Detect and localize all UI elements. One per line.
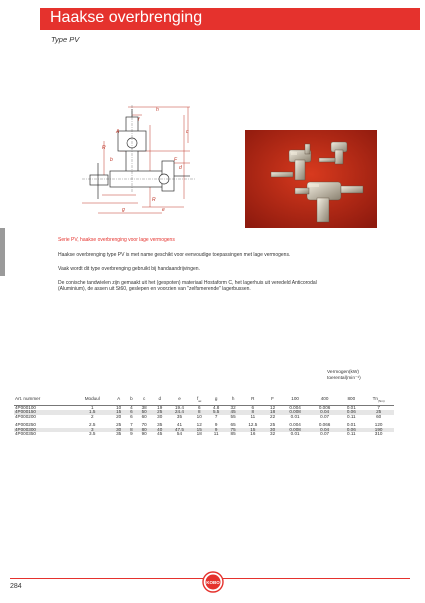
col-header: 100 [280, 395, 309, 405]
col-header: d [152, 395, 168, 405]
table-cell: 41 [176, 422, 183, 428]
table-cell: 0.008 [280, 428, 309, 433]
table-cell: 9 [130, 431, 133, 437]
table-cell: 0.004 [289, 404, 301, 410]
logo-text: KOBO [206, 579, 220, 585]
table-cell: 30 [265, 428, 281, 433]
table-cell: 4.8 [212, 404, 220, 410]
col-header: c [136, 395, 152, 405]
table-cell: 70 [141, 422, 147, 428]
spec-table [14, 395, 394, 437]
table-cell: 5.5 [207, 410, 225, 415]
tn-letter: Tn [372, 395, 378, 401]
table-cell: 15 [191, 428, 207, 433]
label-b: b [110, 157, 113, 163]
table-cell: 32 [230, 404, 236, 410]
page-subtitle: Type PV [51, 35, 80, 44]
power-label: Vermogen(kW) [327, 370, 359, 375]
label-A: A [116, 129, 120, 135]
col-header: A [111, 395, 127, 405]
table-cell: 85 [230, 431, 236, 437]
table-cell: 10 [116, 404, 122, 410]
label-h: h [156, 107, 159, 113]
table-cell: 4P000100 [15, 404, 36, 410]
table-cell: 35 [116, 431, 122, 437]
table-cell: 0.01 [290, 413, 300, 419]
label-d: d [179, 165, 182, 171]
table-cell: 2.5 [89, 422, 96, 428]
table-cell: 7 [377, 404, 380, 410]
col-header: b [126, 395, 136, 405]
table-cell: 9 [207, 428, 225, 433]
speed-label: toerental(min⁻¹) [327, 376, 361, 381]
label-R-top: R [102, 145, 106, 151]
table-cell: 18 [196, 431, 202, 437]
table-cell: 15 [241, 428, 265, 433]
table-cell: 60 [141, 413, 147, 419]
table-cell: 6 [251, 404, 255, 410]
table-cell: 11 [250, 413, 256, 419]
table-cell: 12 [270, 404, 276, 410]
table-cell: 0.01 [346, 404, 356, 410]
label-e: e [162, 207, 165, 213]
col-header: F [265, 395, 281, 405]
col-header: Art. nummer [14, 395, 74, 405]
table-cell: 4P000250 [15, 422, 36, 428]
table-cell: 9 [214, 422, 218, 428]
label-c: c [186, 129, 189, 135]
table-cell: 45 [157, 431, 163, 437]
table-cell: 4P000150 [14, 410, 74, 415]
table-cell: 1.5 [74, 410, 111, 415]
table-cell: 0.01 [290, 431, 300, 437]
table-cell: 6 [197, 404, 201, 410]
table-cell: 19 [157, 404, 163, 410]
table-cell: 12 [196, 422, 202, 428]
table-cell: 0.066 [318, 422, 331, 428]
table-cell: 1 [90, 404, 94, 410]
kobo-logo [202, 571, 224, 593]
f-letter: f [196, 395, 199, 401]
table-cell: 20 [116, 413, 122, 419]
table-cell: 10 [196, 413, 202, 419]
col-header: 400 [310, 395, 339, 405]
table-cell: 19.4 [175, 404, 184, 410]
table-cell: 0.06 [339, 410, 363, 415]
label-g: g [122, 207, 125, 213]
table-cell: 50 [136, 410, 152, 415]
table-cell: 25 [270, 422, 276, 428]
description-paragraph-1: Haakse overbrenging type PV is met name geschikt voor eenvoudige toepassingen met lage vermogens. [58, 252, 291, 258]
table-cell: 25 [363, 410, 394, 415]
table-cell: 15 [111, 410, 127, 415]
table-cell: 8 [241, 410, 265, 415]
col-header: h [225, 395, 241, 405]
f-subscript: ax [198, 398, 202, 403]
table-cell: 32 [270, 431, 276, 437]
table-cell: 7 [130, 422, 133, 428]
table-cell: 3 [74, 428, 111, 433]
table-cell: 47.5 [168, 428, 192, 433]
table-cell: 0.04 [310, 410, 339, 415]
technical-drawing [62, 103, 200, 219]
table-cell: 35 [176, 413, 183, 419]
table-cell: 35 [157, 422, 163, 428]
table-cell: 7 [214, 413, 218, 419]
col-header: 800 [339, 395, 363, 405]
table-cell: 0.06 [339, 428, 363, 433]
table-cell: 25 [116, 422, 122, 428]
label-f: f [138, 117, 140, 123]
table-cell: 90 [141, 431, 147, 437]
table-cell: 120 [374, 422, 383, 428]
col-header: Moduul [74, 395, 111, 405]
page-title: Haakse overbrenging [50, 9, 203, 26]
table-cell: 0.008 [280, 410, 309, 415]
table-cell: 40 [152, 428, 168, 433]
description-paragraph-3b: (Aluminium), de assen uit St60, geslepen en voorzien van "zelfsmerende" lagerbussen. [58, 286, 251, 292]
label-R-bottom: R [152, 197, 156, 203]
table-cell: 4P000300 [14, 428, 74, 433]
power-speed-label [327, 370, 361, 382]
table-cell: 0.04 [310, 428, 339, 433]
table-cell: 0.11 [346, 413, 356, 419]
table-cell: 38 [141, 404, 147, 410]
table-cell: 18 [265, 410, 281, 415]
table-cell: 30 [111, 428, 127, 433]
table-cell: 11 [213, 431, 219, 437]
table-cell: 22 [270, 413, 276, 419]
col-header: e [168, 395, 192, 405]
table-cell: 54 [176, 431, 183, 437]
table-cell: 0.11 [346, 431, 356, 437]
table-cell: 0.006 [318, 404, 331, 410]
side-tab-marker [0, 228, 5, 276]
table-cell: 45 [225, 410, 241, 415]
table-cell: 0.07 [320, 431, 330, 437]
table-cell: 0.07 [320, 413, 330, 419]
col-header-tn [363, 395, 394, 405]
description-paragraph-2: Vaak wordt dit type overbrenging gebruikt bij handaandrijvingen. [58, 266, 200, 272]
table-cell: 190 [363, 428, 394, 433]
table-cell: 16 [250, 431, 256, 437]
table-cell: 30 [157, 413, 163, 419]
table-cell: 6 [126, 410, 136, 415]
table-cell: 75 [225, 428, 241, 433]
table-cell: 310 [374, 431, 383, 437]
tn-subscript: (Nm) [377, 398, 385, 403]
description-paragraph-3a: De conische tandwielen zijn gemaakt uit het (gespoten) materiaal Hostaform C, het lagerhuis uit veredeld Anticorodal [58, 280, 317, 286]
table-cell: 0.004 [289, 422, 301, 428]
table-row [14, 432, 394, 437]
table-cell: 2 [90, 413, 94, 419]
table-cell: 80 [136, 428, 152, 433]
label-F: F [174, 157, 178, 163]
product-photo [245, 130, 377, 228]
col-header: R [241, 395, 265, 405]
table-cell: 8 [126, 428, 136, 433]
table-header-row [14, 395, 394, 405]
col-header: g [207, 395, 225, 405]
page-number: 284 [10, 583, 22, 590]
table-cell: 4 [130, 404, 133, 410]
col-header-f [191, 395, 207, 405]
table-cell: 12.5 [248, 422, 258, 428]
table-cell: 4P000200 [15, 413, 36, 419]
table-cell: 55 [230, 413, 236, 419]
table-cell: 4P000350 [15, 431, 36, 437]
table-cell: 60 [376, 413, 382, 419]
table-cell: 8 [191, 410, 207, 415]
table-cell: 0.01 [346, 422, 356, 428]
table-cell: 24.4 [168, 410, 192, 415]
table-cell: 25 [152, 410, 168, 415]
table-cell: 65 [230, 422, 236, 428]
table-cell: 3.5 [89, 431, 96, 437]
table-cell: 6 [130, 413, 133, 419]
description-heading: Serie PV, haakse overbrenging voor lage vermogens [58, 237, 175, 243]
